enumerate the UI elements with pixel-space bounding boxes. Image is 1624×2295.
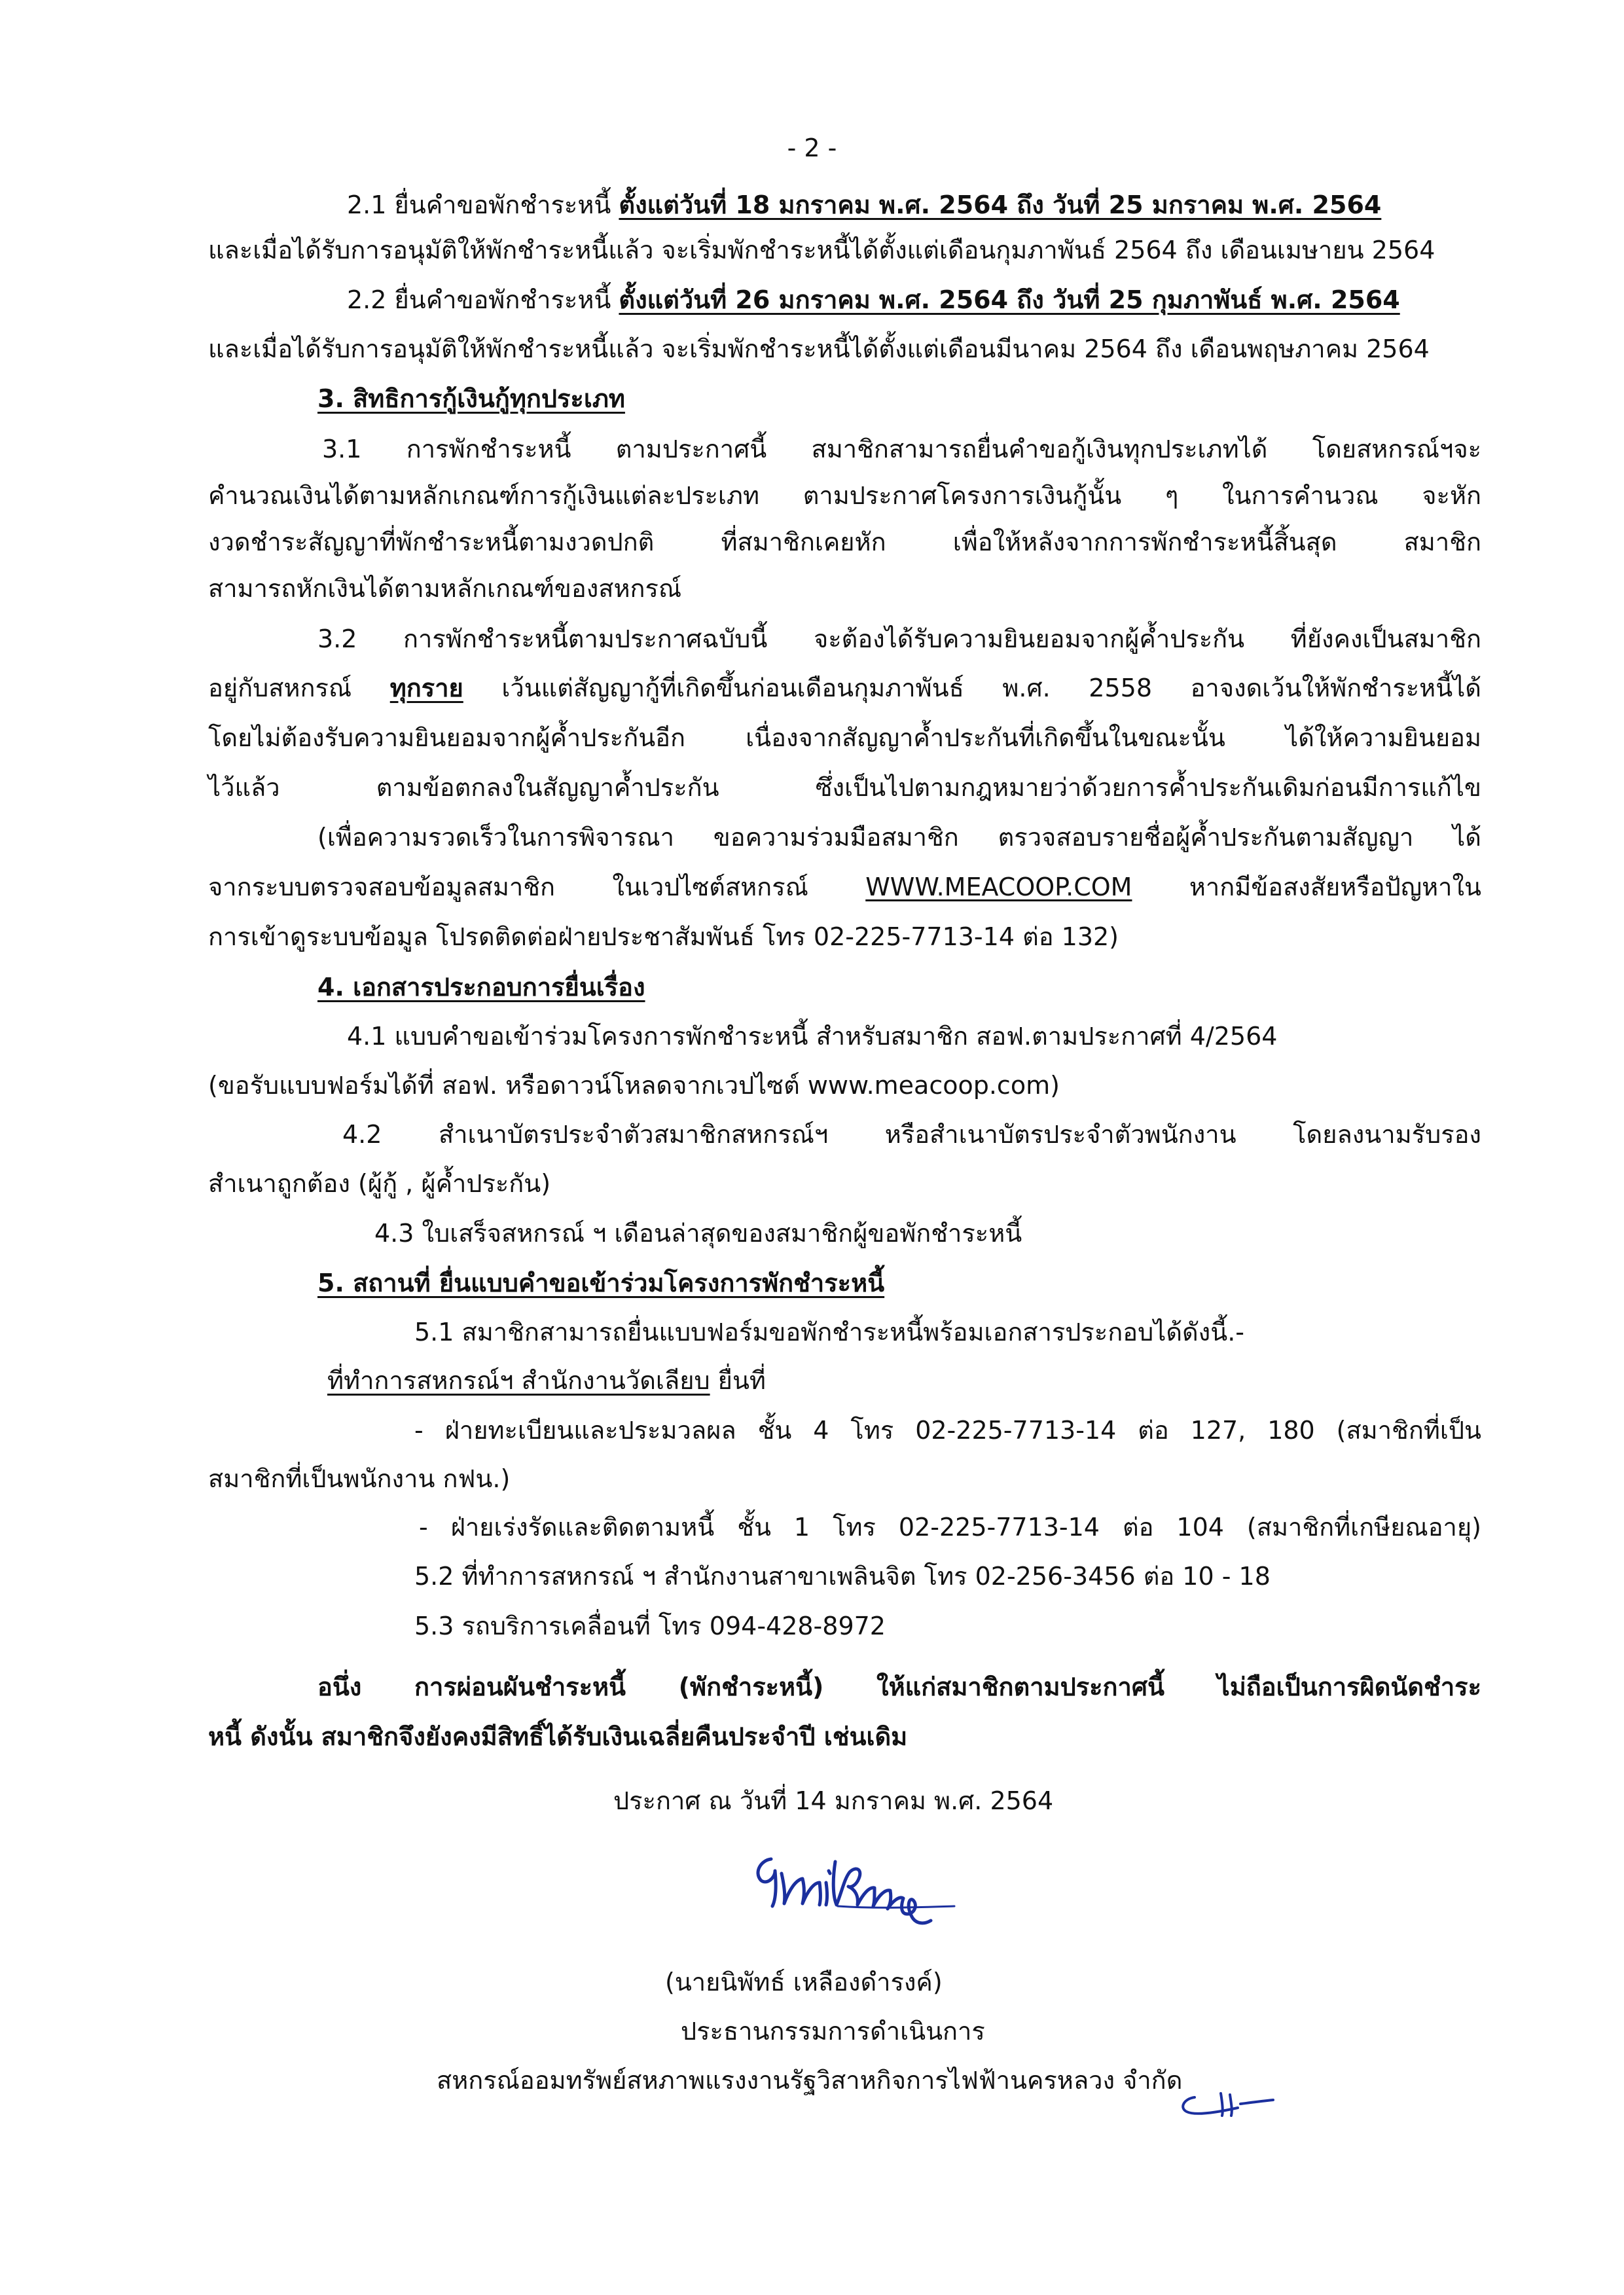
- paragraph-3-2-line: โดยไม่ต้องรับความยินยอมจากผู้ค้ำประกันอีก เนื่องจากสัญญาค้ำประกันที่เกิดขึ้นในขณะนั้น ได้ให้ความยินยอม: [208, 723, 1481, 752]
- closing-line: อนึ่ง การผ่อนผันชำระหนี้ (พักชำระหนี้) ให้แก่สมาชิกตามประกาศนี้ ไม่ถือเป็นการผิดนัดชำระ: [317, 1672, 1481, 1701]
- note-line: การเข้าดูระบบข้อมูล โปรดติดต่อฝ่ายประชาสัมพันธ์ โทร 02-225-7713-14 ต่อ 132): [208, 922, 1119, 951]
- closing-line: หนี้ ดังนั้น สมาชิกจึงยังคงมีสิทธิ์ได้รับเงินเฉลี่ยคืนประจำปี เช่นเดิม: [208, 1722, 908, 1751]
- paragraph-4-2-line: 4.2 สำเนาบัตรประจำตัวสมาชิกสหกรณ์ฯ หรือสำเนาบัตรประจำตัวพนักงาน โดยลงนามรับรอง: [342, 1120, 1481, 1149]
- paragraph-3-2-line: 3.2 การพักชำระหนี้ตามประกาศฉบับนี้ จะต้องได้รับความยินยอมจากผู้ค้ำประกัน ที่ยังคงเป็นสมาชิก: [317, 624, 1481, 653]
- paragraph-3-2-line: ไว้แล้ว ตามข้อตกลงในสัญญาค้ำประกัน ซึ่งเป็นไปตามกฎหมายว่าด้วยการค้ำประกันเดิมก่อนมีการแก้ไข: [208, 773, 1481, 802]
- paragraph-3-1-line: สามารถหักเงินได้ตามหลักเกณฑ์ของสหกรณ์: [208, 574, 682, 603]
- signature: [746, 1833, 962, 1931]
- website-link[interactable]: WWW.MEACOOP.COM: [865, 873, 1132, 901]
- contact-item-continuation: สมาชิกที่เป็นพนักงาน กฟน.): [208, 1464, 511, 1493]
- paragraph-4-2-line: สำเนาถูกต้อง (ผู้กู้ , ผู้ค้ำประกัน): [208, 1169, 551, 1198]
- paragraph-2-2: [347, 281, 1400, 318]
- paragraph-3-2-lead: อยู่กับสหกรณ์: [208, 674, 390, 702]
- paragraph-3-1-line: 3.1 การพักชำระหนี้ ตามประกาศนี้ สมาชิกสามารถยื่นคำขอกู้เงินทุกประเภทได้ โดยสหกรณ์ฯจะ: [322, 435, 1481, 463]
- note-rest: หากมีข้อสงสัยหรือปัญหาใน: [1132, 873, 1481, 901]
- paragraph-4-1-line: (ขอรับแบบฟอร์มได้ที่ สอฟ. หรือดาวน์โหลดจากเวปไซต์ www.meacoop.com): [208, 1071, 1060, 1100]
- section-3-heading: 3. สิทธิการกู้เงินกู้ทุกประเภท: [317, 384, 625, 413]
- section-4-heading: 4. เอกสารประกอบการยื่นเรื่อง: [317, 973, 645, 1002]
- note-lead: จากระบบตรวจสอบข้อมูลสมาชิก ในเวปไซต์สหกรณ์: [208, 873, 866, 901]
- paragraph-2-1-period: ตั้งแต่วันที่ 18 มกราคม พ.ศ. 2564 ถึง วันที่ 25 มกราคม พ.ศ. 2564: [619, 190, 1382, 219]
- initials-mark: [1175, 2082, 1280, 2127]
- paragraph-3-1-line: คำนวณเงินได้ตามหลักเกณฑ์การกู้เงินแต่ละประเภท ตามประกาศโครงการเงินกู้นั้น ๆ ในการคำนวณ จะหัก: [208, 481, 1481, 510]
- section-5-heading: 5. สถานที่ ยื่นแบบคำขอเข้าร่วมโครงการพักชำระหนี้: [317, 1269, 885, 1297]
- contact-item: - ฝ่ายทะเบียนและประมวลผล ชั้น 4 โทร 02-225-7713-14 ต่อ 127, 180 (สมาชิกที่เป็น: [414, 1416, 1481, 1445]
- paragraph-2-2-continuation: และเมื่อได้รับการอนุมัติให้พักชำระหนี้แล้ว จะเริ่มพักชำระหนี้ได้ตั้งแต่เดือนมีนาคม 2564 ถึง เดือนพฤษภาคม 2564: [208, 334, 1430, 363]
- signatory-name: (นายนิพัทธ์ เหลืองดำรงค์): [665, 1968, 943, 1997]
- signatory-title: ประธานกรรมการดำเนินการ: [681, 2017, 985, 2046]
- office-line: [327, 1362, 766, 1399]
- all-guarantors-emphasis: ทุกราย: [389, 674, 463, 702]
- contact-item: - ฝ่ายเร่งรัดและติดตามหนี้ ชั้น 1 โทร 02-225-7713-14 ต่อ 104 (สมาชิกที่เกษียณอายุ): [419, 1513, 1481, 1542]
- head-office-label: ที่ทำการสหกรณ์ฯ สำนักงานวัดเลียบ: [327, 1366, 710, 1395]
- paragraph-2-2-period: ตั้งแต่วันที่ 26 มกราคม พ.ศ. 2564 ถึง วันที่ 25 กุมภาพันธ์ พ.ศ. 2564: [619, 285, 1400, 314]
- paragraph-5-2: 5.2 ที่ทำการสหกรณ์ ฯ สำนักงานสาขาเพลินจิต โทร 02-256-3456 ต่อ 10 - 18: [414, 1562, 1271, 1591]
- page-number: - 2 -: [787, 134, 837, 162]
- paragraph-2-2-lead: 2.2 ยื่นคำขอพักชำระหนี้: [347, 285, 619, 314]
- announcement-date: ประกาศ ณ วันที่ 14 มกราคม พ.ศ. 2564: [613, 1786, 1054, 1815]
- paragraph-5-3: 5.3 รถบริการเคลื่อนที่ โทร 094-428-8972: [414, 1612, 886, 1640]
- paragraph-2-1-lead: 2.1 ยื่นคำขอพักชำระหนี้: [347, 190, 619, 219]
- signatory-organization: สหกรณ์ออมทรัพย์สหภาพแรงงานรัฐวิสาหกิจการไฟฟ้านครหลวง จำกัด: [437, 2066, 1183, 2095]
- paragraph-3-2-rest: เว้นแต่สัญญากู้ที่เกิดขึ้นก่อนเดือนกุมภาพันธ์ พ.ศ. 2558 อาจงดเว้นให้พักชำระหนี้ได้: [463, 674, 1481, 702]
- paragraph-2-1-continuation: และเมื่อได้รับการอนุมัติให้พักชำระหนี้แล้ว จะเริ่มพักชำระหนี้ได้ตั้งแต่เดือนกุมภาพันธ์ 2564 ถึง เดือนเมษายน 2564: [208, 236, 1435, 264]
- paragraph-4-1-line: 4.1 แบบคำขอเข้าร่วมโครงการพักชำระหนี้ สำหรับสมาชิก สอฟ.ตามประกาศที่ 4/2564: [347, 1022, 1278, 1051]
- note-line: [208, 869, 1481, 905]
- paragraph-2-1: [347, 187, 1381, 223]
- paragraph-3-2-line: [208, 670, 1481, 706]
- note-line: (เพื่อความรวดเร็วในการพิจารณา ขอความร่วมมือสมาชิก ตรวจสอบรายชื่อผู้ค้ำประกันตามสัญญา ได้: [317, 823, 1481, 852]
- paragraph-3-1-line: งวดชำระสัญญาที่พักชำระหนี้ตามงวดปกติ ที่สมาชิกเคยหัก เพื่อให้หลังจากการพักชำระหนี้สิ้นสุด สมาชิก: [208, 528, 1481, 556]
- paragraph-4-3: 4.3 ใบเสร็จสหกรณ์ ฯ เดือนล่าสุดของสมาชิกผู้ขอพักชำระหนี้: [374, 1219, 1022, 1248]
- head-office-suffix: ยื่นที่: [710, 1366, 766, 1395]
- paragraph-5-1: 5.1 สมาชิกสามารถยื่นแบบฟอร์มขอพักชำระหนี้พร้อมเอกสารประกอบได้ดังนี้.-: [414, 1318, 1244, 1346]
